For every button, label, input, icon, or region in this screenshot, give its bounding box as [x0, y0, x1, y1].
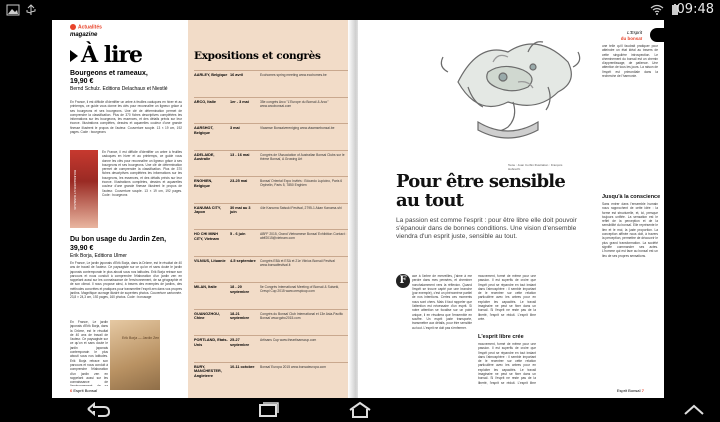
- book1-author: Bernd Schulz. Editions Delachaux et Niestlé: [70, 86, 168, 92]
- expo-city: MILAN, Italie: [194, 285, 217, 289]
- subhead-conscience: Jusqu'à la conscience: [602, 194, 661, 200]
- column-tag: L'Esprit du bonsaï: [620, 30, 642, 41]
- book1-title: Bourgeons et rameaux,: [70, 70, 148, 77]
- book1-price: 19,90 €: [70, 78, 94, 85]
- expo-date: 1er - 3 mai: [230, 99, 249, 104]
- left-page[interactable]: [52, 20, 352, 398]
- expo-row: [194, 362, 348, 386]
- expo-desc: Bonsaï Oriental Expo Invités : Edoardo Lupicino, Paris 6 Orphelin, Paris 5, 7850 Enghien: [260, 179, 343, 188]
- sculpture-illustration: [428, 22, 588, 147]
- recent-apps-icon[interactable]: [254, 401, 282, 419]
- subhead-libre: L'esprit libre crée: [478, 334, 524, 340]
- expo-row: [194, 309, 348, 333]
- expo-desc: 5e Congrès International Meeting of Bonsaï & Suiseki, Crespi Cup 2015 www.crespicup.com: [260, 285, 340, 294]
- expo-city: ENGHIEN, Belgique: [194, 179, 213, 188]
- expo-desc: Congrès de l'Association of Australian Bonsai Clubs sur le thème Bonsaï, A Growing Art: [260, 152, 345, 161]
- expo-row: [194, 256, 348, 280]
- expo-desc: ABFF 2015, Grand Vietnamese Bonsaï Exhibition Contact : abff2015@vietnam.com: [260, 232, 347, 241]
- book1-cover[interactable]: BOURGEONS ET RAMEAUX: [70, 150, 98, 228]
- expo-city: ARCO, Italie: [194, 99, 216, 104]
- book2-author: Erik Borja, Editions Ulmer: [70, 253, 127, 259]
- expo-city: PORTLAND, Etats-Unis: [194, 338, 228, 347]
- picture-icon: [6, 4, 20, 16]
- page-heading: À lire: [70, 42, 142, 68]
- arrow-icon: [70, 50, 78, 62]
- section-tag: Actualités: [70, 24, 102, 30]
- article-col3: une telle qu'il faudrait pratiquer pour atteindre un état idéal au travers de cette singulière introspection. Le cheminement du bonsaï est un chemin d'apprentissage, de patience. Une attention de tous les jours. La raison de l'esprit est primordiale dans la recherche de l'harmonie.: [602, 44, 658, 79]
- expo-row: [194, 203, 348, 227]
- book1-body: En France, il est difficile d'identifier un arbre à feuilles caduques en hiver et au printemps, ce guide vous donne les clés pour reconnaître un ligneux grâce à ses bourgeons et ses bourgeons. Une clé de détermination permet de comprendre la classification. Plus de 370 fiches descriptives complétées les informations sur les bourgeons, les essences, et des détails précis sur leur écorce. Illustrations complètes, dessins et aquarelles couleur d'une grande finesse illustrent le propos de l'auteur. Couverture souple. 13 × 19 cm, 192 pages. Code : bourgeons: [70, 100, 182, 135]
- expo-date: 10-11 octobre: [230, 364, 255, 369]
- illustration-caption: Texte : Juan Corbin Illustration : François Hubrecht: [508, 163, 563, 171]
- article-col2: mouvement, formé de même pour une passion. Il est superflu de croire que l'esprit peut se répandre en tout instant dans l'atmosphère : il semble important de le recentrer sur cette relation particulière avec les arbres pour en exploiter les capacités. Le travail imaginaire ne peut se fixer dans un bonsaï. Si l'esprit ne reste pas de la liberté, l'esprit se réduit. L'esprit libre crée.: [478, 274, 536, 321]
- expo-row: [194, 70, 348, 94]
- expo-row: [194, 335, 348, 359]
- column-tab: [650, 28, 664, 42]
- expo-date: 23-25 mai: [230, 179, 248, 183]
- book2-body-wrap: En France, Le jardin japonais d'Erik Borja, dans la Drôme, est le résultat de 40 ans de travail de l'auteur. Ce paysagiste sur ce qu'on et sans doute le jardin japonais contemporain le plus abouti sous nos latitudes. Erik Borja retrace son parcours et nous conduit à comprendre l'élaboration d'un jardin zen en rappelant aussi sur les connaissance de: [70, 320, 108, 385]
- expo-date: 16 avril: [230, 73, 244, 77]
- magazine-spread[interactable]: [52, 20, 664, 398]
- expo-date: 30 mai au 3 juin: [230, 205, 251, 215]
- expo-row: [194, 150, 348, 174]
- expo-date: 18-21 septembre: [230, 311, 250, 321]
- expo-desc: Ecohomes spring meeting www.ecohomes.be: [260, 73, 327, 77]
- right-page[interactable]: [358, 20, 664, 398]
- article-col2b: mouvement, formé de même pour une passion. Il est superflu de croire que l'esprit peut se répandre en tout instant dans l'atmosphère : il semble important de le recentrer sur cette relation particulière avec les arbres pour en exploiter les capacités. Le travail imaginaire ne peut se fixer dans un bonsaï. Si l'esprit ne reste pas de la liberté, l'esprit se réduit. L'esprit libre: [478, 342, 536, 385]
- expo-date: 3 mai: [230, 126, 240, 130]
- navigation-bar: [0, 398, 720, 422]
- expo-date: 13 - 16 mai: [230, 152, 250, 157]
- expo-desc: Congrès EBA et ESA et 21e Vilnius Bonsaï Festival www.bonsaifestival.lt: [260, 258, 335, 267]
- article-lead: La passion est comme l'esprit : pour être libre elle doit pouvoir s'épanouir dans de bonnes conditions. Une vision d'ensemble viendra d'un esprit juste, sensible au tout.: [396, 217, 577, 240]
- expo-city: VILNIUS, Lituanie: [194, 258, 226, 263]
- expo-desc: Artisans Cup www.theartisanscup.com: [260, 338, 317, 342]
- expo-city: AARSHOT, Belgique: [194, 126, 214, 135]
- expo-city: GUANGZHOU, Chine: [194, 311, 220, 321]
- expo-desc: Bonsaï Europa 2015 www.bonsaieuropa.com: [260, 364, 326, 369]
- expo-city: KANUMA CITY, Japon: [194, 205, 222, 215]
- expo-desc: 35e congrès Arco "L'Europe du Bonsaï & Arco" www.arcobonsai.com: [260, 99, 329, 108]
- back-icon[interactable]: [84, 401, 112, 419]
- book2-title: Du bon usage du Jardin Zen,: [70, 236, 167, 243]
- article-headline: Pour être sensible au tout: [396, 171, 565, 211]
- expo-city: BURY, MANCHESTER, Angleterre: [194, 364, 222, 378]
- article-col1: ace à l'arbre de merveilles, j'aime à me perdre dans mes pensées, et cheminer nonchalamment vers la réflexion. Quand l'esprit se trouve capté par une branche (par exemple), c'est un phénomène partiel de nos intentions. Certes ces moments nous sont chers. Mais il faut rappeler que l'attention est nécessaire d'un esprit. Si notre attention se focalise sur un point unique, il en résultera que l'ensemble en souffre. Un esprit juste transporte, transmettre aux détails, pour être sensible au tout. L'esprit ne doit pas s'enfermer.: [412, 274, 472, 330]
- status-clock: 09:48: [676, 2, 714, 17]
- expo-desc: 44e Kanuma Satsuki Festival, 2795-1 Akan Kanuma-shi: [260, 205, 342, 210]
- book2-cover[interactable]: Erik Borja — Jardin Zen: [110, 320, 160, 390]
- expo-row: [194, 229, 348, 253]
- usb-icon: [24, 4, 38, 16]
- home-icon[interactable]: [346, 401, 374, 419]
- expo-city: ADELAIDE, Australie: [194, 152, 215, 162]
- expo-city: AARLEY, Belgique: [194, 73, 228, 77]
- wifi-icon: [650, 4, 664, 16]
- expo-desc: Congrès du Bonsaï Club International et 13e Asia-Pacific Bonsaï www.gzbc2015.com: [260, 311, 344, 320]
- status-bar: [0, 0, 720, 20]
- expo-row: [194, 123, 348, 147]
- expo-row: [194, 282, 348, 306]
- book2-price: 39,90 €: [70, 245, 94, 252]
- book1-body-wrap: En France, il est difficile d'identifier un arbre à feuilles caduques en hiver et au printemps, ce guide vous donne les clés pour reconnaître un ligneux grâce à ses bourgeons et ses bourgeons. Une clé de détermination permet de comprendre la classification. Plus de 370 fiches descriptives complétées les informations sur les bourgeons, les essences, et des détails précis sur leur écorce. Illustrations complètes, dessins et aquarelles couleur d'une grande finesse illustrent le propos de l'auteur. Couverture souple. 13 × 19 cm, 192 pages. Code : bourgeons: [102, 150, 182, 197]
- expo-date: 5 - 6 juin: [230, 232, 246, 236]
- expo-date: 25-27 septembre: [230, 338, 250, 347]
- expo-desc: Vlaamse Bonsaivereniging www.vlaamsebonsai.be: [260, 126, 335, 130]
- expo-row: [194, 97, 348, 121]
- page-number-left: 6 Esprit Bonsaï: [70, 388, 98, 393]
- menu-up-icon[interactable]: [680, 401, 708, 419]
- article-col3b: Sans entrer dans l'ensemble humain nous rapprochent de cette idée : la forme est structurelle, et, ici, presque toujours unifiée. La sensation est le reflet de la perception et de la sensibilité du bonsaï. Elle représente le lien et le moi, la juste proportion. La conception affinée nous doit, à travers la perception, permettre de découvrir le plus grand transformation. La société signifie commander ses actes. L'homme qui est face au bonsaï est un lieu de ses propres sensations.: [602, 202, 658, 258]
- expo-date: 18 - 20 septembre: [230, 285, 250, 294]
- book2-body: En France, Le jardin japonais d'Erik Borja, dans la Drôme, est le résultat de 40 ans de travail de l'auteur. Ce paysagiste sur ce qu'on et sans doute le jardin japonais contemporain le plus abouti sous nos latitudes. Erik Borja retrace son parcours et nous conduit à comprendre l'élaboration d'un jardin zen en rappelant aussi sur les connaissance de l'environnement, de sa géographie et de son climat. Il nous propose ainsi, à travers des exemples de jardins, des méthodes concrètes et pratiques pour transmettre l'esprit zen dans vos propres jardins. Magnifique ouvrage illustré de superbes photos. Couverture cartonnée. 23,8 × 24,3 cm, 192 pages, 160 photos. Code : bonusage: [70, 261, 182, 300]
- dropcap: F: [396, 274, 410, 288]
- section-subtitle: magazine: [70, 32, 98, 38]
- expo-row: [194, 176, 348, 200]
- expo-heading: Expositions et congrès: [194, 50, 321, 62]
- expo-date: 4-5 septembre: [230, 258, 256, 263]
- page-number-right: Esprit Bonsaï 7: [616, 388, 644, 393]
- expo-city: HO CHI MINH CITY, Vietnam: [194, 232, 220, 241]
